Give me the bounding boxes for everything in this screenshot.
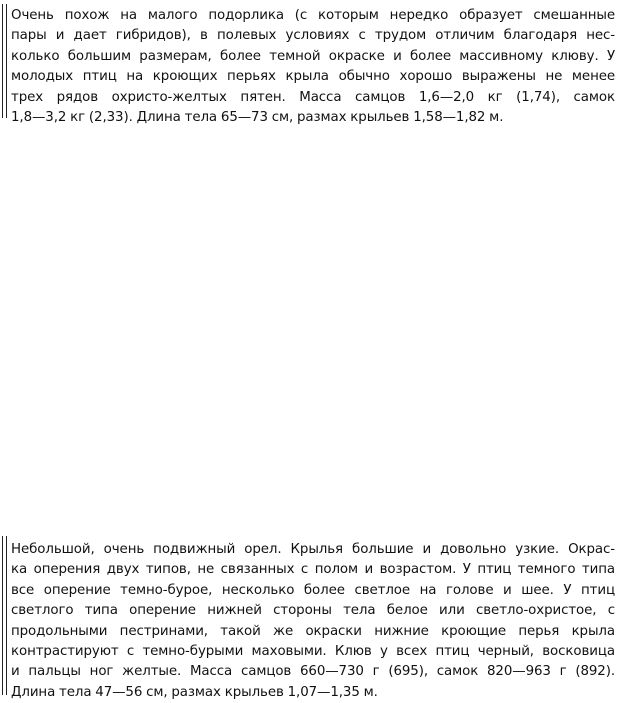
text-line: Длина тела 47—56 см, размах крыльев 1,07—1,35 м. bbox=[11, 684, 378, 700]
text-line: Очень похож на малого подорлика (с которым нередко образует смешанные bbox=[11, 8, 615, 23]
text-line: молодых птиц на кроющих перьях крыла обычно хорошо выражены не менее bbox=[11, 69, 615, 85]
text-line: светлого типа оперение нижней стороны тела белое или светло-охристое, с bbox=[11, 603, 615, 619]
text-line: ка оперения двух типов, не связанных с полом и возрастом. У птиц темного типа bbox=[11, 562, 615, 578]
text-line: продольными пестринами, такой же окраски нижние кроющие перья крыла bbox=[11, 623, 615, 639]
margin-rule-2b bbox=[6, 536, 7, 695]
text-line: 1,8—3,2 кг (2,33). Длина тела 65—73 см, размах крыльев 1,58—1,82 м. bbox=[11, 110, 504, 126]
margin-rule-2a bbox=[2, 536, 3, 695]
text-line: трех рядов охристо-желтых пятен. Масса самцов 1,6—2,0 кг (1,74), самок bbox=[11, 89, 615, 105]
paragraph-1 bbox=[11, 6, 615, 128]
paragraph-2 bbox=[11, 540, 615, 703]
text-line: контрастируют с темно-бурыми маховыми. Клюв у всех птиц черный, восковица bbox=[11, 644, 615, 660]
text-line: и пальцы ног желтые. Масса самцов 660—730 г (695), самок 820—963 г (892). bbox=[11, 664, 615, 680]
text-line: Небольшой, очень подвижный орел. Крылья большие и довольно узкие. Окрас- bbox=[11, 542, 615, 557]
text-line: пары и дает гибридов), в полевых условиях с трудом отличим благодаря нес- bbox=[11, 28, 615, 44]
margin-rule-1b bbox=[6, 4, 7, 118]
text-line: колько большим размерам, более темной окраске и более массивному клюву. У bbox=[11, 48, 615, 64]
margin-rule-1a bbox=[2, 4, 3, 118]
text-line: все оперение темно-бурое, несколько более светлое на голове и шее. У птиц bbox=[11, 582, 615, 598]
